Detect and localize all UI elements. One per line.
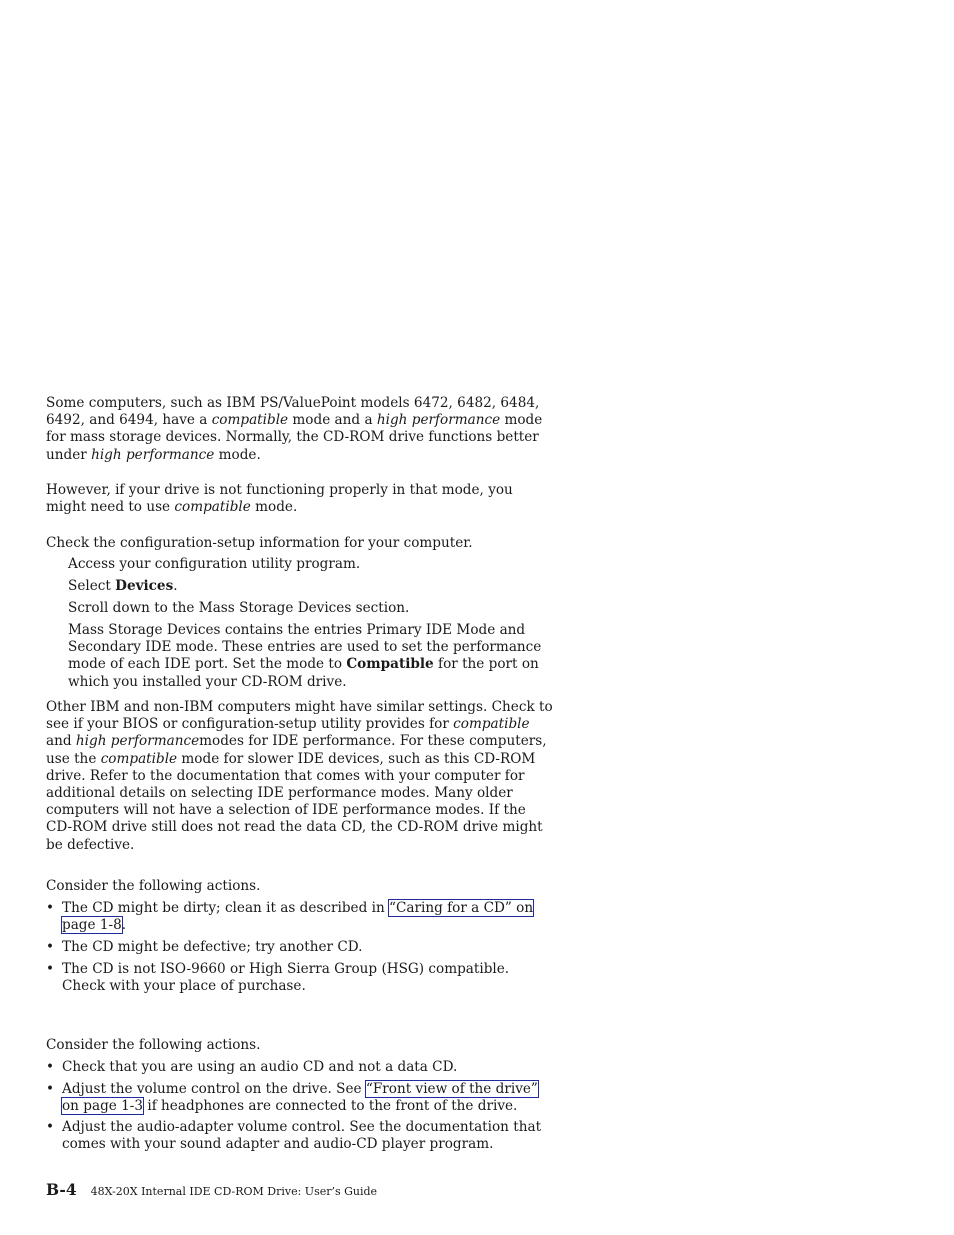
text: Some computers, such as IBM PS/ValuePoint models 6472, 6482, 6484, 6492, and 6494, have a	[46, 395, 540, 429]
em-compatible: compatible	[453, 716, 530, 733]
em-compatible: compatible	[211, 412, 289, 429]
compat-intro-paragraph	[46, 395, 556, 464]
bullet-dot: •	[46, 1059, 55, 1075]
text: The CD is not ISO-9660 or High Sierra Group (HSG) compatible. Check with your place of purchase.	[62, 961, 510, 995]
page-number: B-4	[46, 1180, 77, 1199]
step-3	[68, 600, 558, 617]
text: The CD might be defective; try another CD.	[62, 939, 363, 955]
text: Check the configuration-setup information for your computer.	[46, 535, 473, 551]
em-high-performance: high performance	[91, 446, 215, 463]
compat-however-paragraph	[46, 482, 556, 516]
bullet-dot: •	[46, 961, 55, 977]
text: mode and a	[288, 412, 377, 429]
strong-devices: Devices	[115, 578, 174, 594]
compat-other-computers-paragraph	[46, 699, 556, 854]
em-compatible: compatible	[100, 750, 178, 767]
text: The CD might be dirty; clean it as described in	[62, 900, 390, 916]
data-cd-intro	[46, 878, 556, 895]
text: mode.	[214, 446, 261, 463]
step-4	[68, 622, 558, 691]
text: Scroll down to the Mass Storage Devices section.	[68, 600, 410, 616]
front-view-link[interactable]: “Front view of the drive” on page 1-3	[62, 1081, 538, 1115]
text: mode for slower IDE devices, such as this CD-ROM drive. Refer to the documentation that comes with your computer for additional details on selecting IDE performance modes. Many older computers will not have a selection of IDE performance modes. If the CD-ROM drive still does not read the data CD, the CD-ROM drive might be defective.	[46, 750, 543, 853]
em-high-performance: high performance	[376, 412, 501, 429]
step-1	[68, 556, 558, 573]
em-high-performance: high performance	[75, 733, 200, 750]
text: mode.	[250, 499, 298, 516]
text: Check that you are using an audio CD and not a data CD.	[62, 1059, 458, 1075]
text: if headphones are connected to the front of the drive.	[143, 1098, 518, 1115]
book-title: 48X-20X Internal IDE CD-ROM Drive: User’s Guide	[90, 1185, 378, 1198]
strong-compatible: Compatible	[346, 656, 434, 673]
bullet-dot: •	[46, 1081, 55, 1097]
caring-for-cd-link[interactable]: “Caring for a CD” on page 1-8	[62, 900, 534, 934]
text: Adjust the volume control on the drive. See	[62, 1081, 366, 1097]
text: mode for mass storage devices. Normally, the CD-ROM drive functions better under	[46, 412, 543, 463]
text: Adjust the audio-adapter volume control. See the documentation that comes with your sound adapter and audio-CD player program.	[62, 1119, 542, 1153]
text: modes for IDE performance. For these computers, use the	[46, 733, 547, 767]
text: .	[173, 578, 178, 594]
text: .	[121, 917, 127, 934]
bullet-dot: •	[46, 1119, 55, 1135]
text: Consider the following actions.	[46, 878, 261, 894]
text: for the port on which you installed your CD-ROM drive.	[68, 656, 539, 690]
step-2	[68, 578, 558, 595]
text: Consider the following actions.	[46, 1037, 261, 1053]
text: and	[46, 733, 76, 750]
text: However, if your drive is not functioning properly in that mode, you might need to use	[46, 482, 513, 516]
text: Select	[68, 578, 116, 594]
text: Mass Storage Devices contains the entries Primary IDE Mode and Secondary IDE mode. These entries are used to set the performance mode of each IDE port. Set the mode to	[68, 622, 542, 673]
bullet-dot: •	[46, 939, 55, 955]
audio-cd-intro	[46, 1037, 556, 1054]
compat-check-paragraph	[46, 535, 556, 552]
em-compatible: compatible	[174, 499, 251, 516]
bullet-dot: •	[46, 900, 55, 916]
text: Access your configuration utility program.	[68, 556, 361, 572]
text: Other IBM and non-IBM computers might have similar settings. Check to see if your BIOS or configuration-setup utility provides for	[46, 699, 553, 733]
page-footer	[46, 1180, 377, 1199]
